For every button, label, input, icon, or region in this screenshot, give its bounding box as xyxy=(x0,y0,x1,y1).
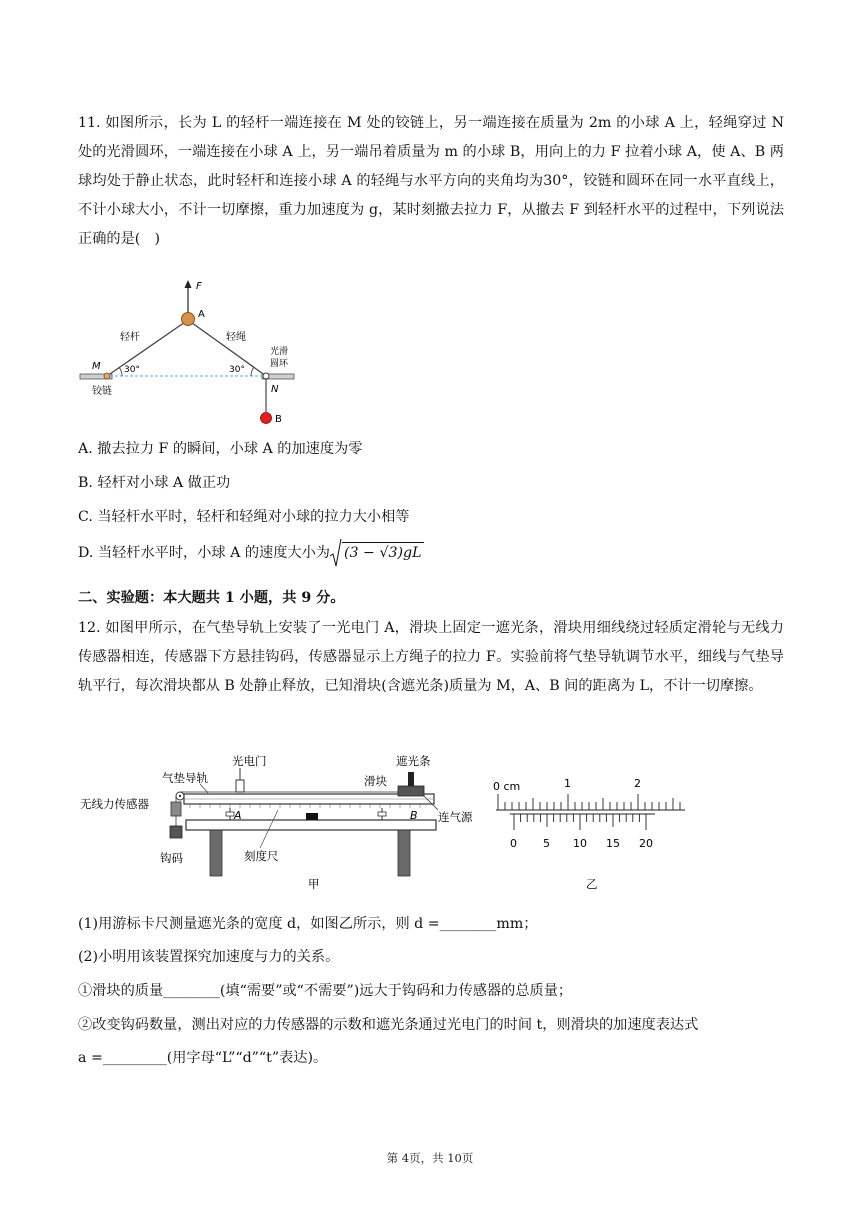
fig-jia-weight: 钩码 xyxy=(160,851,183,865)
q12-part2: (2)小明用该装置探究加速度与力的关系。 xyxy=(78,949,340,965)
q11-option-b: B. 轻杆对小球 A 做正功 xyxy=(78,475,231,491)
fig11-F: F xyxy=(196,281,202,292)
q12-sub1: ①滑块的质量________(填“需要”或“不需要”)远大于钩码和力传感器的总质量； xyxy=(78,983,573,999)
vernier-scale-ticks xyxy=(514,814,646,830)
fig11-N: N xyxy=(271,384,279,395)
fig11-hinge: 铰链 xyxy=(92,386,112,397)
fig11-ring-1: 光滑 xyxy=(270,347,289,357)
fig-yi-main-1: 1 xyxy=(564,777,571,790)
q11-option-d-text: D. 当轻杆水平时，小球 A 的速度大小为 xyxy=(78,545,330,561)
fig11-B: B xyxy=(275,414,282,425)
fig-jia-shade: 遮光条 xyxy=(396,754,431,768)
fig11-A: A xyxy=(198,309,205,320)
page-footer: 第 4页，共 10页 xyxy=(386,1151,474,1165)
sqrt-icon xyxy=(330,538,342,568)
fig11-M: M xyxy=(92,361,101,372)
fig-jia-slider: 滑块 xyxy=(364,774,387,788)
fig-yi-vernier-0: 0 xyxy=(510,837,517,850)
fig11-angle-right: 30° xyxy=(229,365,245,375)
q11-stem: 11. 如图所示，长为 L 的轻杆一端连接在 M 处的铰链上，另一端连接在质量为 2m 的小球 A 上，轻绳穿过 N 处的光滑圆环，一端连接在小球 A 上，另一端吊着质量为 m 的小球 B，用向上的力 F 拉着小球 A，使 A、B 两球均处于静止状态，此时轻杆和连接小球 A 的轻绳与水平方向的夹角均为30°，铰链和圆环在同一水平直线上，不计小球大小，不计一切摩擦，重力加速度为 g，某时刻撤去拉力 F，从撤去 F 到轻杆水平的过程中，下列说法正确的是( ) xyxy=(78,115,784,247)
section-2-heading: 二、实验题：本大题共 1 小题，共 9 分。 xyxy=(78,590,345,606)
q12-sub2b: a =_________(用字母“L”“d”“t”表达)。 xyxy=(78,1050,328,1066)
fig-jia-track: 气垫导轨 xyxy=(162,771,208,785)
fig-jia-air: 连气源 xyxy=(438,810,473,824)
fig-yi-main-2: 2 xyxy=(634,777,641,790)
fig11-rod: 轻杆 xyxy=(120,332,140,343)
fig-jia-A: A xyxy=(234,809,242,822)
fig-jia-B: B xyxy=(410,809,418,822)
q11-option-c: C. 当轻杆水平时，轻杆和轻绳对小球的拉力大小相等 xyxy=(78,509,410,525)
q12-figure-yi xyxy=(490,772,690,892)
fig-jia-sensor: 无线力传感器 xyxy=(80,797,149,811)
fig-yi-vernier-15: 15 xyxy=(606,837,620,850)
q12-figure-jia xyxy=(80,750,490,900)
fig-jia-gate: 光电门 xyxy=(232,754,267,768)
q11-option-d xyxy=(78,538,424,568)
fig-yi-vernier-5: 5 xyxy=(543,837,550,850)
fig-yi-vernier-10: 10 xyxy=(573,837,587,850)
q11-option-a: A. 撤去拉力 F 的瞬间，小球 A 的加速度为零 xyxy=(78,441,363,457)
fig-yi-caption: 乙 xyxy=(586,877,598,891)
q11-figure xyxy=(74,276,306,428)
q12-part1: (1)用游标卡尺测量遮光条的宽度 d，如图乙所示，则 d =________mm； xyxy=(78,916,538,932)
fig11-ring-2: 圆环 xyxy=(270,359,289,369)
q12-sub2a: ②改变钩码数量，测出对应的力传感器的示数和遮光条通过光电门的时间 t，则滑块的加速度表达式 xyxy=(78,1017,699,1033)
fig11-angle-left: 30° xyxy=(124,365,140,375)
fig-yi-vernier-20: 20 xyxy=(639,837,653,850)
q12-stem: 12. 如图甲所示，在气垫导轨上安装了一光电门 A，滑块上固定一遮光条，滑块用细线绕过轻质定滑轮与无线力传感器相连，传感器下方悬挂钩码，传感器显示上方绳子的拉力 F。实验前将气垫导轨调节水平，细线与气垫导轨平行，每次滑块都从 B 处静止释放，已知滑块(含遮光条)质量为 M，A、B 间的距离为 L，不计一切摩擦。 xyxy=(78,620,784,694)
fig-yi-unit: 0 cm xyxy=(493,780,521,793)
main-scale-ticks xyxy=(498,794,680,810)
fig11-rope: 轻绳 xyxy=(226,332,246,343)
q11-option-d-formula: (3 − √3)gL xyxy=(342,542,424,561)
fig-jia-caption: 甲 xyxy=(308,877,320,891)
fig-jia-ruler: 刻度尺 xyxy=(244,849,279,863)
